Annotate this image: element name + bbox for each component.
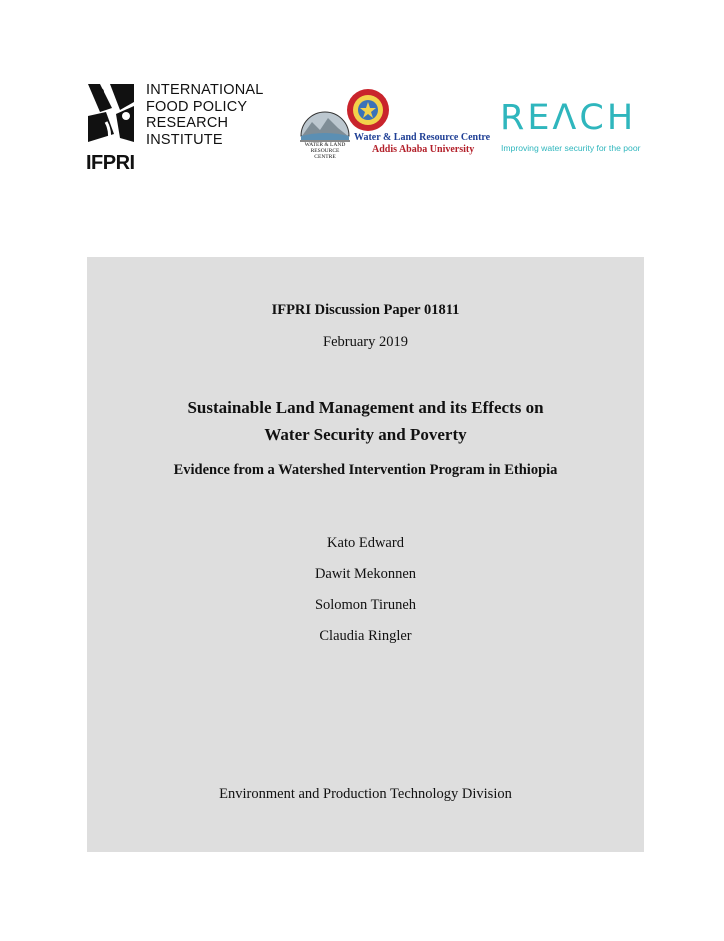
author-name: Claudia Ringler: [319, 628, 412, 644]
wlrc-name: Water & Land Resource Centre: [354, 132, 491, 143]
paper-subtitle: Evidence from a Watershed Intervention Program in Ethiopia: [173, 462, 558, 478]
paper-series: IFPRI Discussion Paper 01811: [271, 302, 460, 318]
ifpri-acronym: IFPRI: [86, 152, 135, 174]
title-line: Water Security and Poverty: [264, 425, 467, 444]
wlrc-caption-line: CENTRE: [314, 154, 336, 160]
publication-date: February 2019: [323, 334, 408, 350]
reach-wordmark: REΛCH: [500, 98, 637, 138]
cover-panel: [87, 257, 644, 852]
paper-title: [87, 394, 644, 448]
wlrc-caption-line: WATER & LAND: [304, 142, 346, 148]
author-name: Solomon Tiruneh: [314, 597, 417, 613]
university-name: Addis Ababa University: [372, 144, 475, 155]
division-name: Environment and Production Technology Division: [219, 786, 512, 802]
ifpri-name-line: INSTITUTE: [146, 131, 223, 148]
wlrc-caption-line: RESOURCE: [310, 148, 340, 154]
ifpri-name-line: RESEARCH: [146, 115, 229, 131]
ifpri-logo: [86, 82, 266, 174]
wlrc-mark-caption: [298, 142, 352, 160]
ifpri-full-name: [146, 82, 264, 148]
wlrc-logo: [298, 88, 491, 168]
author-name: Kato Edward: [327, 535, 404, 551]
title-line: Sustainable Land Management and its Effects on: [187, 398, 544, 417]
reach-logo: [500, 98, 650, 158]
author-name: Dawit Mekonnen: [314, 566, 417, 582]
ifpri-name-line: FOOD POLICY: [146, 98, 248, 115]
ifpri-name-line: INTERNATIONAL: [146, 82, 264, 98]
ifpri-wheat-icon: [86, 82, 136, 154]
reach-tagline: Improving water security for the poor: [501, 143, 641, 153]
university-emblem-icon: [346, 88, 390, 132]
